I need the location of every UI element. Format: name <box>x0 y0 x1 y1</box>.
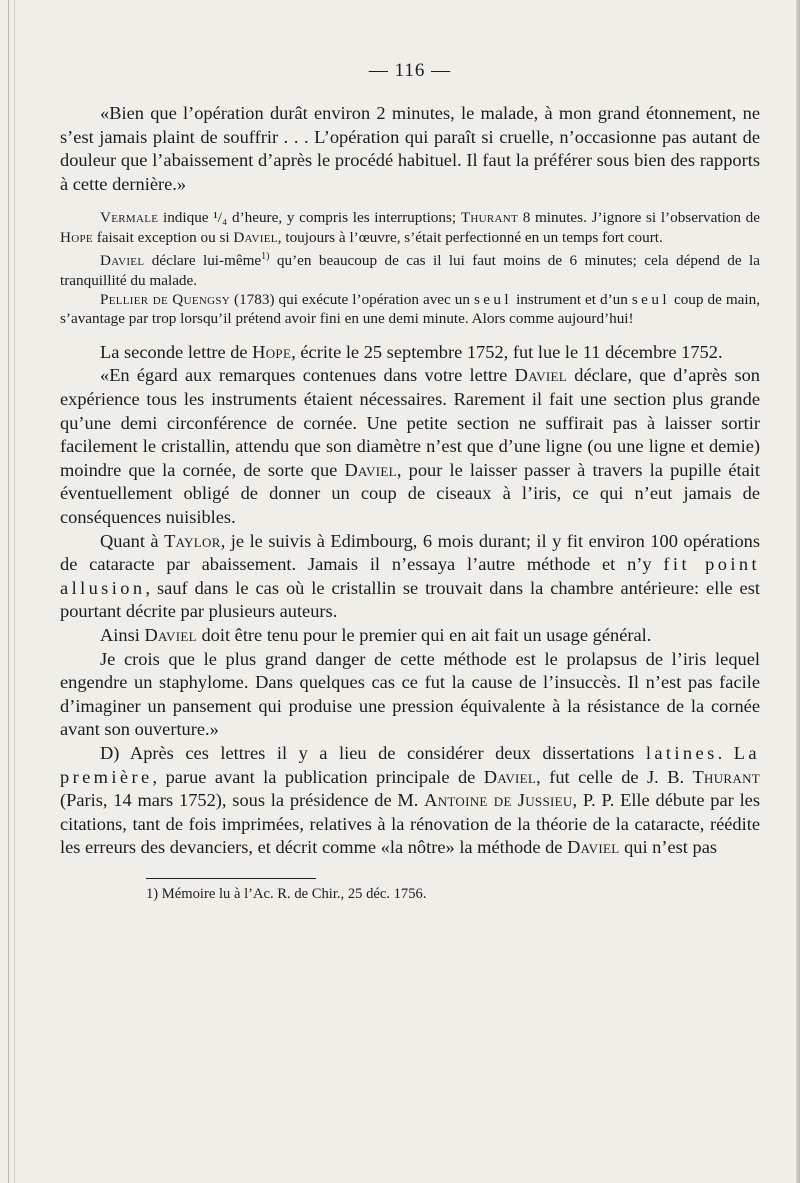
notes-block <box>60 208 760 329</box>
note-paragraph: Pellier de Quengsy (1783) qui exécute l’opération avec un seul instrument et d’un seul coup de main, s’avantage par trop lorsqu’il prétend avoir fini en une demi minute. Alors comme aujourd’hui! <box>60 291 761 328</box>
author-name: Daviel <box>514 365 568 386</box>
body-paragraph: D) Après ces lettres il y a lieu de considérer deux dissertations latines. La première, parue avant la publication principale de Daviel, fut celle de J. B. Thurant (Paris, 14 mars 1752), sous la présidence de M. Antoine de Jussieu, P. P. Elle débute par les citations, tant de fois imprimées, relatives à la rénovation de la théorie de la cataracte, réédite les erreurs des devanciers, et décrit comme «la nôtre» la méthode de Daviel qui n’est pas <box>60 742 761 858</box>
footnote-marker: 1) <box>261 251 270 263</box>
author-name: Pellier de Quengsy <box>100 291 230 309</box>
body-paragraph: La seconde lettre de Hope, écrite le 25 septembre 1752, fut lue le 11 décembre 1752. <box>100 341 723 362</box>
author-name: Daviel <box>483 766 537 787</box>
footnote-rule <box>146 878 316 879</box>
author-name: Daviel <box>567 837 620 858</box>
footnote: 1) Mémoire lu à l’Ac. R. de Chir., 25 déc. 1756. <box>146 885 427 902</box>
author-name: Taylor <box>164 530 221 551</box>
emphasis-text: fit point allusion <box>60 554 760 598</box>
page-edge-line <box>8 0 9 1183</box>
author-name: Antoine de Jussieu <box>424 790 573 811</box>
page-right-edge <box>796 0 800 1183</box>
author-name: Daviel <box>100 252 145 270</box>
author-name: Daviel <box>144 625 197 645</box>
page-number: — 116 — <box>368 60 452 81</box>
emphasis-text: seul <box>631 291 670 309</box>
author-name: Daviel <box>344 459 397 480</box>
page-content <box>60 60 760 903</box>
quote-paragraph: «Bien que l’opération durât environ 2 minutes, le malade, à mon grand étonnement, ne s’est jamais plaint de souffrir . . . L’opération qui paraît si cruelle, n’occasionne pas autant de douleur que l’abaissement d’après le procédé habituel. Il faut la préférer sous bien des rapports à cette dernière.» <box>60 103 760 194</box>
body-paragraph: «En égard aux remarques contenues dans votre lettre Daviel déclare, que d’après son expérience tous les instruments étaient nécessaires. Rarement il fait une section plus grande qu’une demi circonférence de cornée. Une petite section ne suffirait pas à laisser sortir facilement le cristallin, attendu que son diamètre n’est que d’une ligne (ou une ligne et demie) moindre que la cornée, de sorte que Daviel, pour le laisser passer à travers la pupille était éventuellement obligé de donner un coup de ciseaux à l’iris, ce qui n’eut jamais de conséquences nuisibles. <box>60 365 761 528</box>
emphasis-text: latines <box>645 742 718 763</box>
body-paragraph: Quant à Taylor, je le suivis à Edimbourg, 6 mois durant; il y fit environ 100 opérations de cataracte par abaissement. Jamais il n’essaya l’autre méthode et n’y fit point allusion, sauf dans le cas où le cristallin se trouvait dans la chambre antérieure: elle est pourtant décrite par plusieurs auteurs. <box>60 530 760 622</box>
note-paragraph: Vermale indique ¹/₄ d’heure, y compris les interruptions; Thurant 8 minutes. J’ignore si l’observation de Hope faisait exception ou si Daviel, toujours à l’œuvre, s’était perfectionné en un temps fort court. <box>60 209 760 246</box>
emphasis-text: seul <box>473 291 513 309</box>
note-paragraph: Daviel déclare lui-même$^{1)}$ qu’en beaucoup de cas il lui faut moins de 6 minutes; cela dépend de la tranquillité du malade. <box>60 251 760 289</box>
body-paragraph: Je crois que le plus grand danger de cette méthode est le prolapsus de l’iris lequel engendre un staphylome. Dans quelques cas ce fut la cause de l’insuccès. Il n’est pas facile d’imaginer un pansement qui produise une pression équivalente à la résistance de la cornée avant son ouverture.» <box>60 648 760 740</box>
body-paragraph: Ainsi Daviel doit être tenu pour le premier qui en ait fait un usage général. <box>100 625 652 645</box>
author-name: Hope <box>60 228 93 246</box>
author-name: Thurant <box>692 766 761 787</box>
author-name: Daviel <box>233 228 278 246</box>
author-name: Vermale <box>100 209 159 227</box>
page-edge-line <box>14 0 15 1183</box>
author-name: Thurant <box>460 209 519 227</box>
emphasis-text: La première <box>60 742 760 787</box>
author-name: Hope <box>252 341 292 362</box>
